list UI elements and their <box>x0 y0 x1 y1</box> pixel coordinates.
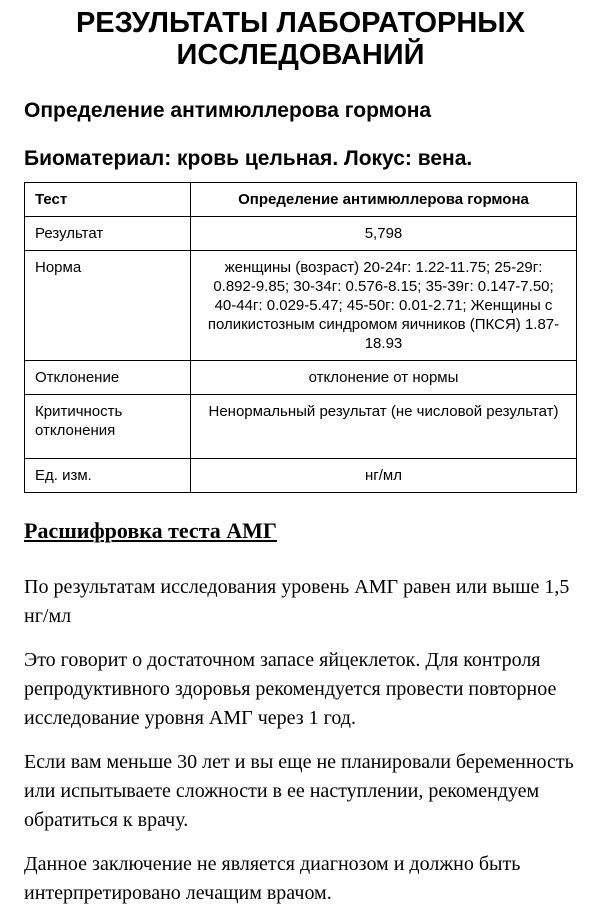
table-row-units <box>25 458 577 492</box>
table-row-test <box>25 182 577 216</box>
row-label: Результат <box>25 216 191 250</box>
row-value: нг/мл <box>191 458 577 492</box>
interpretation-paragraph-reserve: Это говорит о достаточном запасе яйцеклеток. Для контроля репродуктивного здоровья рекомендуется провести повторное исследование уровня АМГ через 1 год. <box>24 648 557 729</box>
interpretation-paragraph-disclaimer: Данное заключение не является диагнозом и должно быть интерпретировано лечащим врачом. <box>24 852 521 904</box>
table-row-result <box>25 216 577 250</box>
results-table <box>24 182 577 493</box>
test-name-heading: Определение антимюллерова гормона <box>24 98 432 122</box>
row-label: Тест <box>25 182 191 216</box>
row-label: Ед. изм. <box>25 458 191 492</box>
row-label: Критичность отклонения <box>25 394 191 458</box>
interpretation-paragraph-result: По результатам исследования уровень АМГ равен или выше 1,5 нг/мл <box>24 575 570 627</box>
page-title: РЕЗУЛЬТАТЫ ЛАБОРАТОРНЫХ ИССЛЕДОВАНИЙ <box>75 7 526 71</box>
row-label: Отклонение <box>25 360 191 394</box>
table-row-criticality <box>25 394 577 458</box>
interpretation-section <box>24 518 577 908</box>
row-value: Ненормальный результат (не числовой результат) <box>191 394 577 458</box>
biomaterial-line: Биоматериал: кровь цельная. Локус: вена. <box>24 146 473 170</box>
interpretation-heading: Расшифровка теста АМГ <box>24 517 277 543</box>
table-row-norm <box>25 250 577 360</box>
row-value: Определение антимюллерова гормона <box>191 182 577 216</box>
row-value: отклонение от нормы <box>191 360 577 394</box>
row-value: 5,798 <box>191 216 577 250</box>
table-row-deviation <box>25 360 577 394</box>
row-value: женщины (возраст) 20-24г: 1.22-11.75; 25-29г: 0.892-9.85; 30-34г: 0.576-8.15; 35-39г: 0.147-7.50; 40-44г: 0.029-5.47; 45-50г: 0.01-2.71; Женщины с поликистозным синдромом яичников (ПКСЯ) 1.87-18.93 <box>191 250 577 360</box>
interpretation-paragraph-advice: Если вам меньше 30 лет и вы еще не планировали беременность или испытываете сложности в ее наступлении, рекомендуем обратиться к врачу. <box>24 750 574 831</box>
row-label: Норма <box>25 250 191 360</box>
